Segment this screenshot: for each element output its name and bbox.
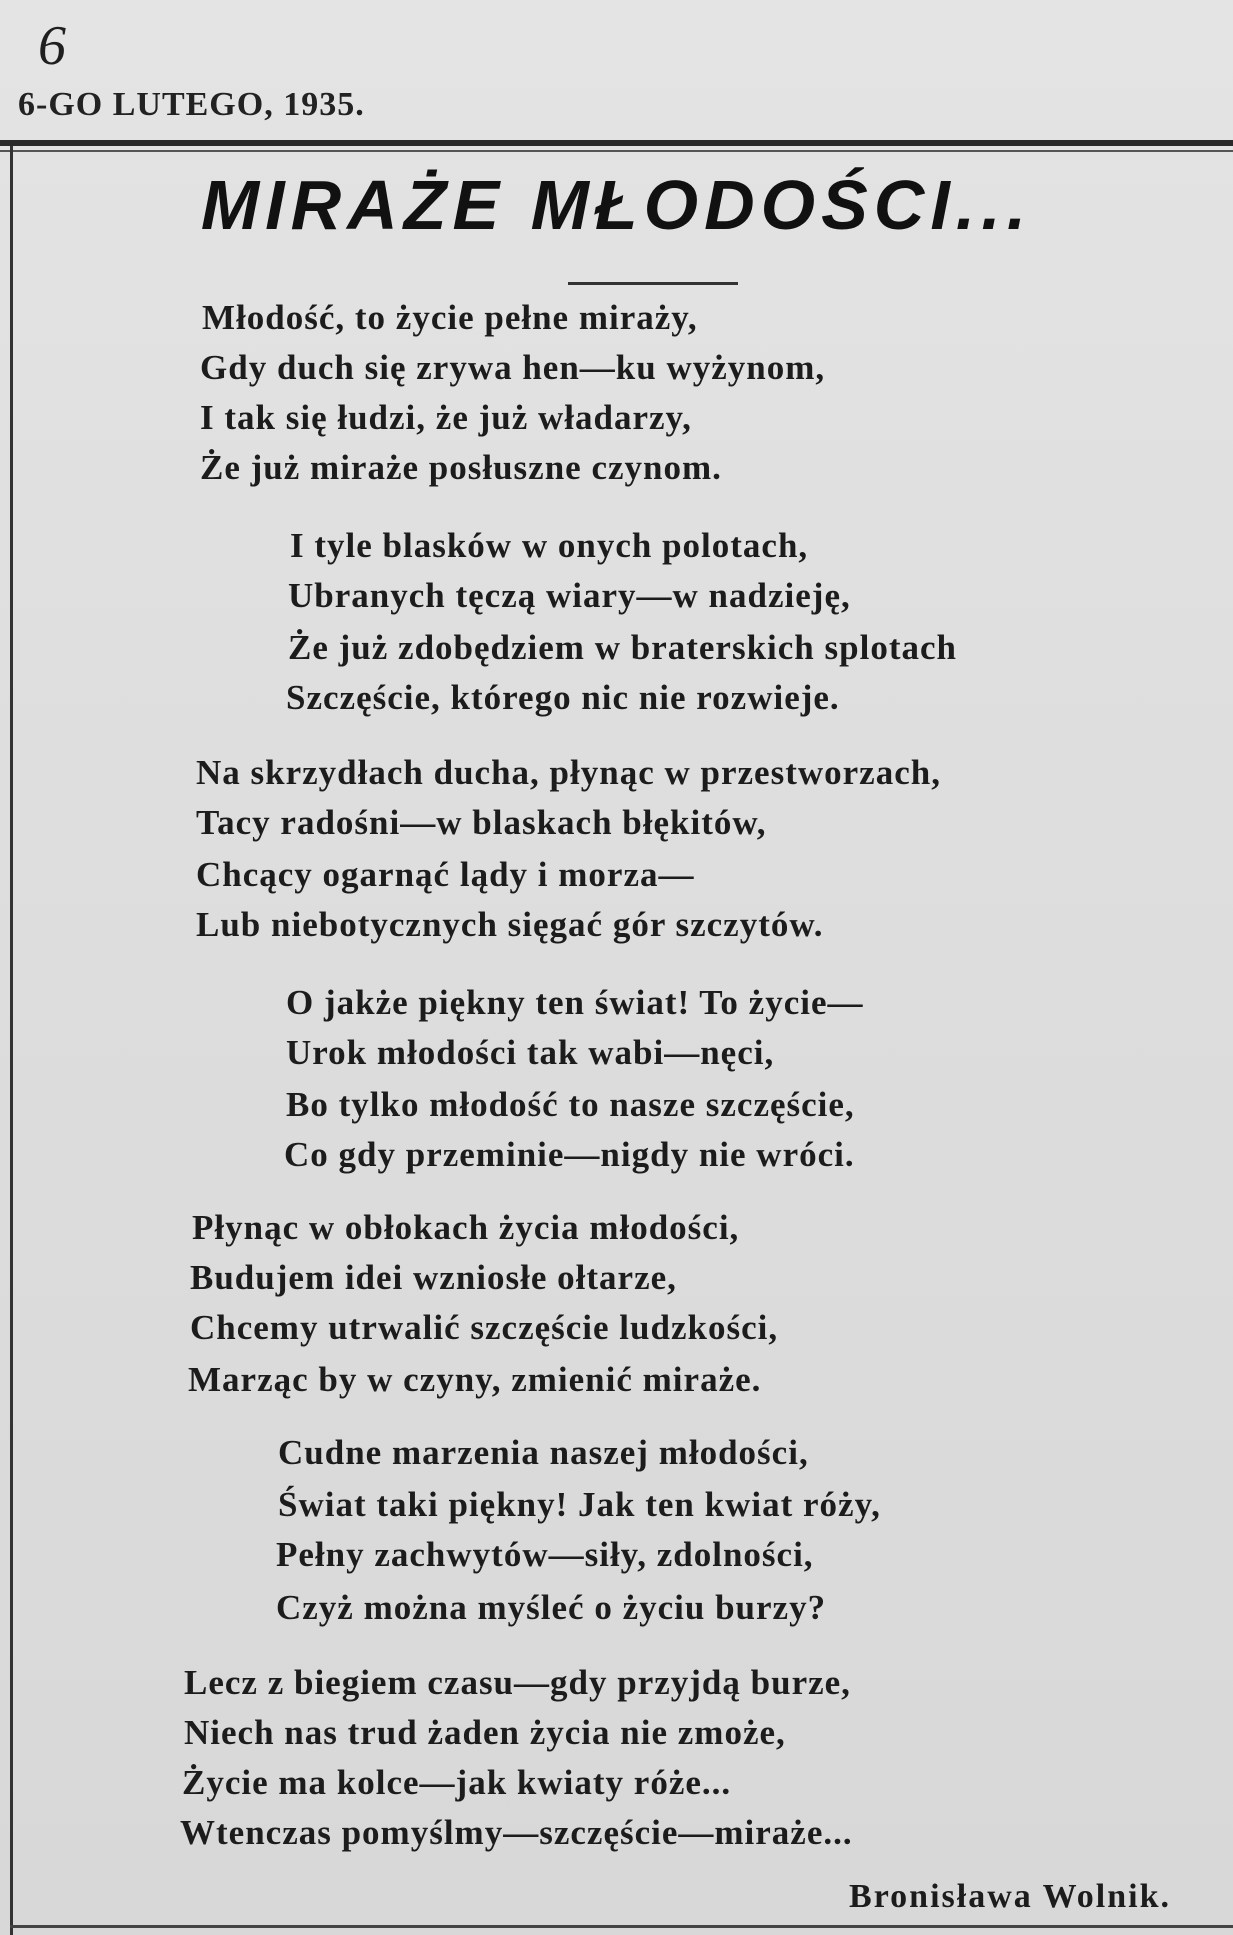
poem-line: Młodość, to życie pełne miraży,	[202, 298, 698, 337]
page-number: 6	[38, 15, 66, 77]
poem-line: Płynąc w obłokach życia młodości,	[192, 1208, 740, 1247]
poem-line: Lub niebotycznych sięgać gór szczytów.	[196, 905, 824, 944]
poem-line: Pełny zachwytów—siły, zdolności,	[276, 1535, 814, 1574]
poem-line: Budujem idei wzniosłe ołtarze,	[190, 1258, 677, 1297]
poem-line: I tak się łudzi, że już władarzy,	[200, 398, 692, 437]
poem-line: Chcący ogarnąć lądy i morza—	[196, 855, 695, 894]
poem-line: Marząc by w czyny, zmienić miraże.	[188, 1360, 762, 1399]
poem-line: Że już miraże posłuszne czynom.	[200, 448, 722, 487]
poem-line: Urok młodości tak wabi—nęci,	[286, 1033, 775, 1072]
issue-date: 6-GO LUTEGO, 1935.	[18, 86, 365, 123]
poem-line: Gdy duch się zrywa hen—ku wyżynom,	[200, 348, 826, 387]
poem-line: Lecz z biegiem czasu—gdy przyjdą burze,	[184, 1663, 851, 1702]
poem-line: Cudne marzenia naszej młodości,	[278, 1433, 809, 1472]
poem-line: Szczęście, którego nic nie rozwieje.	[286, 678, 840, 717]
poem-line: I tyle blasków w onych polotach,	[290, 526, 809, 565]
poem-line: Na skrzydłach ducha, płynąc w przestworzach,	[196, 753, 941, 792]
poem-line: Czyż można myśleć o życiu burzy?	[276, 1588, 827, 1627]
poem-line: Ubranych tęczą wiary—w nadzieję,	[288, 576, 851, 615]
poem-line: Wtenczas pomyślmy—szczęście—miraże...	[180, 1813, 853, 1852]
poem-line: Chcemy utrwalić szczęście ludzkości,	[190, 1308, 779, 1347]
poem-title: MIRAŻE MŁODOŚCI...	[200, 166, 1033, 244]
poem-line: Że już zdobędziem w braterskich splotach	[288, 628, 957, 667]
poem-author: Bronisława Wolnik.	[849, 1878, 1171, 1915]
poem-line: Życie ma kolce—jak kwiaty róże...	[182, 1763, 732, 1802]
poem-line: Świat taki piękny! Jak ten kwiat róży,	[278, 1485, 881, 1524]
poem-line: Co gdy przeminie—nigdy nie wróci.	[284, 1135, 855, 1174]
poem-line: Bo tylko młodość to nasze szczęście,	[286, 1085, 855, 1124]
poem-line: Tacy radośni—w blaskach błękitów,	[196, 803, 767, 842]
poem-line: Niech nas trud żaden życia nie zmoże,	[184, 1713, 786, 1752]
poem-line: O jakże piękny ten świat! To życie—	[286, 983, 864, 1022]
